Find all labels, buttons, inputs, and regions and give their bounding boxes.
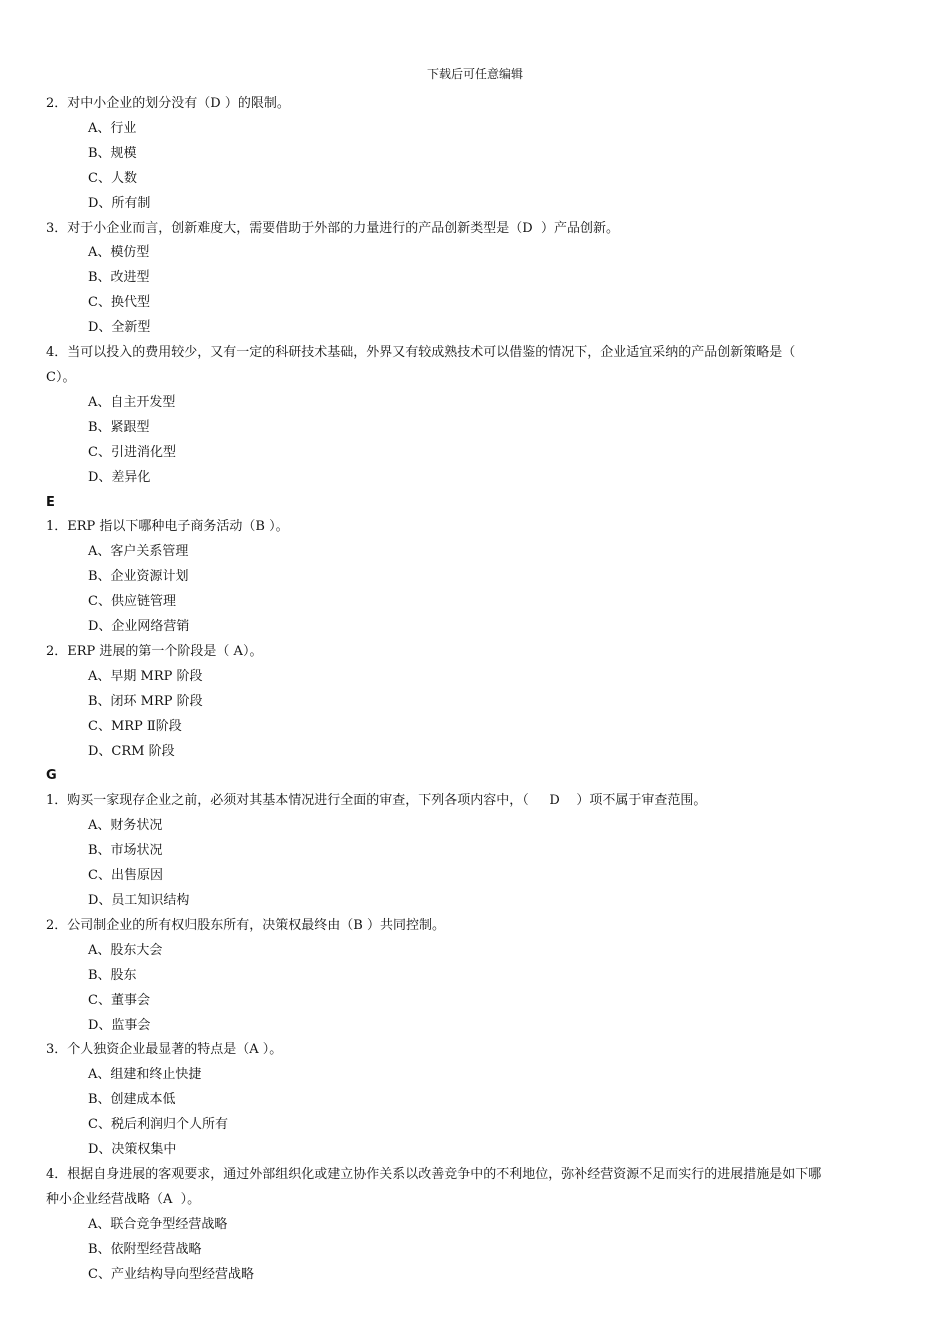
answer-option: C、人数 xyxy=(88,170,137,186)
question-text-continued: C）。 xyxy=(46,369,76,385)
question-text: 4．根据自身进展的客观要求，通过外部组织化或建立协作关系以改善竞争中的不利地位，弥补经营资源不足而实行的进展措施是如下哪 xyxy=(46,1166,822,1182)
answer-option: B、股东 xyxy=(88,967,137,983)
answer-option: B、依附型经营战略 xyxy=(88,1241,202,1257)
answer-option: C、董事会 xyxy=(88,992,150,1008)
answer-option: D、决策权集中 xyxy=(88,1142,177,1158)
answer-option: A、股东大会 xyxy=(88,942,163,958)
answer-option: A、早期 MRP 阶段 xyxy=(88,668,203,684)
question-text: 2．对中小企业的划分没有（D ）的限制。 xyxy=(46,96,290,111)
answer-option: C、产业结构导向型经营战略 xyxy=(88,1266,254,1282)
answer-option: B、规模 xyxy=(88,145,137,161)
question-text: 2．公司制企业的所有权归股东所有，决策权最终由（B ）共同控制。 xyxy=(46,917,445,933)
answer-option: D、企业网络营销 xyxy=(88,619,190,635)
question-text: 3．个人独资企业最显著的特点是（A ）。 xyxy=(46,1042,283,1058)
answer-option: B、市场状况 xyxy=(88,843,163,859)
question-text-continued: 种小企业经营战略（A ）。 xyxy=(46,1191,201,1207)
answer-option: C、MRP Ⅱ阶段 xyxy=(88,718,182,734)
answer-option: D、全新型 xyxy=(88,320,151,336)
answer-option: B、企业资源计划 xyxy=(88,569,189,585)
answer-option: C、换代型 xyxy=(88,295,150,311)
answer-option: B、紧跟型 xyxy=(88,419,150,435)
question-text: 1．ERP 指以下哪种电子商务活动（B ）。 xyxy=(46,519,289,535)
answer-option: D、CRM 阶段 xyxy=(88,743,175,759)
answer-option: B、创建成本低 xyxy=(88,1092,176,1108)
answer-option: D、差异化 xyxy=(88,469,151,485)
question-text: 2．ERP 进展的第一个阶段是（ A）。 xyxy=(46,643,263,659)
question-text: 4．当可以投入的费用较少，又有一定的科研技术基础，外界又有较成熟技术可以借鉴的情况下，企业适宜采纳的产品创新策略是（ xyxy=(46,345,796,361)
answer-option: B、闭环 MRP 阶段 xyxy=(88,693,203,709)
question-text: 3．对于小企业而言，创新难度大，需要借助于外部的力量进行的产品创新类型是（D ）产品创新。 xyxy=(46,220,619,236)
answer-option: A、客户关系管理 xyxy=(88,544,189,560)
answer-option: A、自主开发型 xyxy=(88,394,176,410)
question-text: 1．购买一家现存企业之前，必须对其基本情况进行全面的审查，下列各项内容中，（ D ）项不属于审查范围。 xyxy=(46,793,707,809)
answer-option: C、税后利润归个人所有 xyxy=(88,1117,228,1133)
answer-option: A、组建和终止快捷 xyxy=(88,1067,202,1083)
answer-option: C、出售原因 xyxy=(88,868,163,884)
answer-option: A、财务状况 xyxy=(88,818,163,834)
answer-option: A、联合竞争型经营战略 xyxy=(88,1216,228,1232)
answer-option: B、改进型 xyxy=(88,270,150,286)
answer-option: A、行业 xyxy=(88,120,137,136)
answer-option: C、引进消化型 xyxy=(88,444,176,460)
page-header: 下载后可任意编辑 xyxy=(426,67,523,81)
answer-option: D、监事会 xyxy=(88,1017,151,1033)
answer-option: A、模仿型 xyxy=(88,245,150,261)
answer-option: C、供应链管理 xyxy=(88,594,176,610)
section-heading: G xyxy=(46,768,57,784)
answer-option: D、员工知识结构 xyxy=(88,893,190,908)
section-heading: E xyxy=(46,494,55,510)
document-content xyxy=(46,92,908,1288)
answer-option: D、所有制 xyxy=(88,195,151,211)
